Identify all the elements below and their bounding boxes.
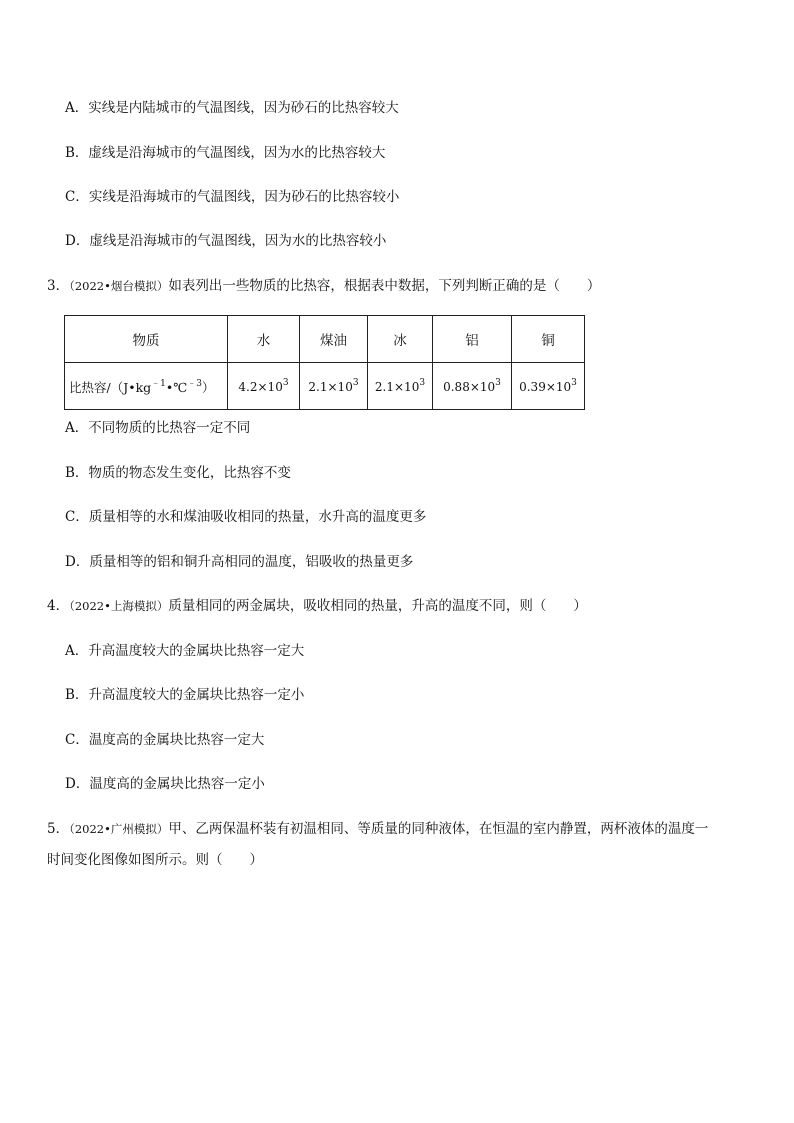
option-text: 实线是内陆城市的气温图线，因为砂石的比热容较大 <box>88 100 399 116</box>
q4-option-b <box>65 685 304 705</box>
q4-option-d <box>65 774 265 794</box>
q3-stem <box>47 276 600 296</box>
option-text: 物质的物态发生变化，比热容不变 <box>88 465 291 481</box>
option-letter: C． <box>65 509 89 525</box>
question-source: （2022•烟台模拟） <box>69 279 169 293</box>
option-letter: A． <box>65 420 89 436</box>
q3-option-d <box>65 552 413 572</box>
option-text: 升高温度较大的金属块比热容一定大 <box>88 643 305 659</box>
specific-heat-table <box>64 315 585 410</box>
table-cell: $4.2\times 10^3$ <box>228 363 300 410</box>
q2-option-a <box>65 98 399 118</box>
table-cell: $2.1\times 10^3$ <box>368 363 433 410</box>
row-label: 比热容$/(J•kg^{﹣1}•℃^{﹣3})$ <box>65 363 228 410</box>
table-header-cell: 煤油 <box>300 316 368 363</box>
option-letter: C． <box>65 189 89 205</box>
table-header-cell: 冰 <box>368 316 433 363</box>
q3-option-b <box>65 463 291 483</box>
option-text: 不同物质的比热容一定不同 <box>88 420 251 436</box>
option-text: 质量相等的水和煤油吸收相同的热量，水升高的温度更多 <box>88 509 427 525</box>
table-header-cell: 水 <box>228 316 300 363</box>
option-letter: D． <box>65 776 90 792</box>
question-number: 4． <box>47 598 70 614</box>
table-cell: $0.88\times 10^3$ <box>433 363 512 410</box>
q4-option-c <box>65 730 264 750</box>
table-header-cell: 铝 <box>433 316 512 363</box>
option-text: 升高温度较大的金属块比热容一定小 <box>88 687 305 703</box>
table-row <box>65 363 585 410</box>
option-letter: A． <box>65 100 89 116</box>
option-letter: B． <box>65 145 89 161</box>
question-number: 3． <box>47 278 70 294</box>
question-text: 时间变化图像如图所示。则（ ） <box>47 852 263 868</box>
question-source: （2022•广州模拟） <box>69 822 169 836</box>
q3-option-a <box>65 418 250 438</box>
q2-option-d <box>65 231 386 251</box>
table-cell: $2.1\times 10^3$ <box>300 363 368 410</box>
q5-stem-line2 <box>47 850 263 870</box>
option-letter: C． <box>65 732 89 748</box>
q5-stem-line1 <box>47 819 708 839</box>
question-source: （2022•上海模拟） <box>69 599 169 613</box>
option-text: 实线是沿海城市的气温图线，因为砂石的比热容较小 <box>88 189 400 205</box>
q4-stem <box>47 596 587 616</box>
option-text: 虚线是沿海城市的气温图线，因为水的比热容较大 <box>88 145 386 161</box>
option-letter: D． <box>65 554 90 570</box>
option-text: 温度高的金属块比热容一定大 <box>88 732 265 748</box>
option-letter: D． <box>65 233 90 249</box>
q2-option-b <box>65 143 385 163</box>
option-text: 温度高的金属块比热容一定小 <box>89 776 265 792</box>
table-header-cell: 物质 <box>65 316 228 363</box>
question-text: 甲、乙两保温杯装有初温相同、等质量的同种液体，在恒温的室内静置，两杯液体的温度一 <box>168 821 709 837</box>
table-header-cell: 铜 <box>512 316 585 363</box>
q4-option-a <box>65 641 304 661</box>
question-text: 如表列出一些物质的比热容，根据表中数据，下列判断正确的是（ ） <box>168 278 601 294</box>
option-letter: A． <box>65 643 89 659</box>
table-header-row <box>65 316 585 363</box>
option-letter: B． <box>65 687 89 703</box>
question-number: 5． <box>47 821 70 837</box>
question-text: 质量相同的两金属块，吸收相同的热量，升高的温度不同，则（ ） <box>168 598 587 614</box>
q2-option-c <box>65 187 399 207</box>
option-text: 虚线是沿海城市的气温图线，因为水的比热容较小 <box>89 233 387 249</box>
table-cell: $0.39\times 10^3$ <box>512 363 585 410</box>
option-letter: B． <box>65 465 89 481</box>
q3-option-c <box>65 507 426 527</box>
option-text: 质量相等的铝和铜升高相同的温度，铝吸收的热量更多 <box>89 554 414 570</box>
